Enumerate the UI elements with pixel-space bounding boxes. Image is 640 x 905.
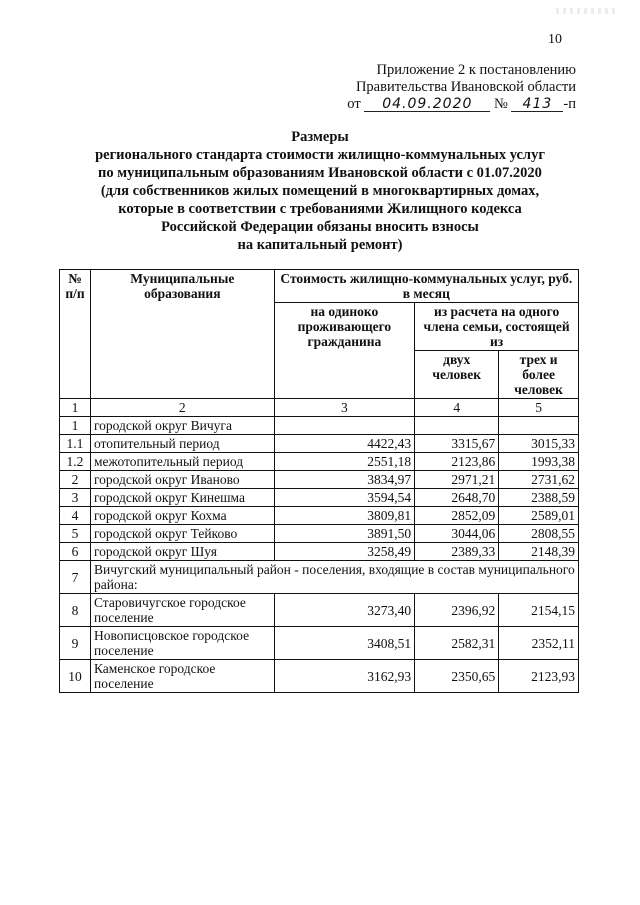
cost-two: 2350,65 — [415, 660, 499, 693]
cost-two: 3315,67 — [415, 435, 499, 453]
table-row — [60, 594, 579, 627]
table-row — [60, 660, 579, 693]
row-number: 5 — [60, 525, 91, 543]
cost-two: 2123,86 — [415, 453, 499, 471]
handwritten-date: 04.09.2020 — [364, 97, 490, 112]
header-single: на одиноко проживающего гражданина — [274, 303, 415, 399]
table-row — [60, 471, 579, 489]
index-cell: 4 — [415, 399, 499, 417]
cost-single: 3834,97 — [274, 471, 415, 489]
title-line-2: регионального стандарта стоимости жилищно-коммунальных услуг — [95, 147, 545, 163]
table-row — [60, 435, 579, 453]
cost-three-plus: 3015,33 — [499, 435, 579, 453]
table-row — [60, 627, 579, 660]
title-line-1: Размеры — [291, 129, 349, 145]
cost-three-plus: 2731,62 — [499, 471, 579, 489]
handwritten-number: 413 — [511, 97, 563, 112]
row-number: 2 — [60, 471, 91, 489]
index-cell: 2 — [90, 399, 274, 417]
row-number: 10 — [60, 660, 91, 693]
cost-single: 3891,50 — [274, 525, 415, 543]
cost-two: 2648,70 — [415, 489, 499, 507]
index-cell: 1 — [60, 399, 91, 417]
index-row — [60, 399, 579, 417]
appendix-header — [347, 62, 576, 113]
row-number: 1.2 — [60, 453, 91, 471]
cost-single: 3162,93 — [274, 660, 415, 693]
section-text: Вичугский муниципальный район - поселения, входящие в состав муниципального района: — [90, 561, 578, 594]
appendix-line-2: Правительства Ивановской области — [355, 79, 576, 95]
cost-three-plus: 2352,11 — [499, 627, 579, 660]
row-number: 1 — [60, 417, 91, 435]
row-number: 7 — [60, 561, 91, 594]
table-row — [60, 489, 579, 507]
cost-three-plus: 2808,55 — [499, 525, 579, 543]
index-cell: 3 — [274, 399, 415, 417]
cost-two: 2582,31 — [415, 627, 499, 660]
header-row-1 — [60, 270, 579, 303]
appendix-line-1: Приложение 2 к постановлению — [376, 62, 576, 78]
table-body-main — [60, 417, 579, 561]
cost-three-plus — [499, 417, 579, 435]
cost-single — [274, 417, 415, 435]
cost-two: 2389,33 — [415, 543, 499, 561]
index-cell: 5 — [499, 399, 579, 417]
page-number: 10 — [548, 32, 562, 47]
municipality-name: городской округ Иваново — [90, 471, 274, 489]
header-family: из расчета на одного члена семьи, состоящей из — [415, 303, 579, 351]
cost-three-plus: 2589,01 — [499, 507, 579, 525]
cost-single: 3258,49 — [274, 543, 415, 561]
cost-three-plus: 2148,39 — [499, 543, 579, 561]
row-number: 8 — [60, 594, 91, 627]
table-row — [60, 453, 579, 471]
document-title — [40, 128, 600, 254]
header-num: № п/п — [60, 270, 91, 399]
cost-three-plus: 2123,93 — [499, 660, 579, 693]
number-sign: № — [493, 96, 508, 112]
cost-three-plus: 2388,59 — [499, 489, 579, 507]
table-body-settlements — [60, 594, 579, 693]
municipality-name: городской округ Тейково — [90, 525, 274, 543]
header-two: двух человек — [415, 351, 499, 399]
cost-two: 3044,06 — [415, 525, 499, 543]
cost-single: 3809,81 — [274, 507, 415, 525]
cost-two — [415, 417, 499, 435]
municipality-name: городской округ Кинешма — [90, 489, 274, 507]
row-number: 4 — [60, 507, 91, 525]
cost-single: 3408,51 — [274, 627, 415, 660]
number-suffix: -п — [563, 96, 576, 112]
table-row — [60, 417, 579, 435]
cost-single: 3273,40 — [274, 594, 415, 627]
row-number: 3 — [60, 489, 91, 507]
section-row — [60, 561, 579, 594]
cost-table — [59, 269, 579, 693]
municipality-name: Новописцовское городское поселение — [90, 627, 274, 660]
municipality-name: отопительный период — [90, 435, 274, 453]
title-line-4: (для собственников жилых помещений в многоквартирных домах, — [100, 183, 540, 199]
row-number: 1.1 — [60, 435, 91, 453]
order-reference — [347, 96, 576, 113]
title-line-7: на капитальный ремонт) — [237, 237, 403, 253]
title-line-6: Российской Федерации обязаны вносить взносы — [161, 219, 479, 235]
table-row — [60, 507, 579, 525]
municipality-name: городской округ Шуя — [90, 543, 274, 561]
municipality-name: Каменское городское поселение — [90, 660, 274, 693]
header-municipality: Муниципальные образования — [90, 270, 274, 399]
table-row — [60, 543, 579, 561]
header-three-plus: трех и более человек — [499, 351, 579, 399]
header-cost: Стоимость жилищно-коммунальных услуг, руб. в месяц — [274, 270, 578, 303]
table-row — [60, 525, 579, 543]
municipality-name: межотопительный период — [90, 453, 274, 471]
cost-two: 2971,21 — [415, 471, 499, 489]
cost-two: 2852,09 — [415, 507, 499, 525]
cost-three-plus: 1993,38 — [499, 453, 579, 471]
title-line-3: по муниципальным образованиям Ивановской области с 01.07.2020 — [98, 165, 542, 181]
from-label: от — [347, 96, 361, 112]
municipality-name: городской округ Кохма — [90, 507, 274, 525]
cost-single: 2551,18 — [274, 453, 415, 471]
row-number: 9 — [60, 627, 91, 660]
municipality-name: городской округ Вичуга — [90, 417, 274, 435]
row-number: 6 — [60, 543, 91, 561]
cost-three-plus: 2154,15 — [499, 594, 579, 627]
municipality-name: Старовичугское городское поселение — [90, 594, 274, 627]
cost-single: 4422,43 — [274, 435, 415, 453]
scan-artifact — [556, 8, 616, 14]
cost-single: 3594,54 — [274, 489, 415, 507]
cost-two: 2396,92 — [415, 594, 499, 627]
title-line-5: которые в соответствии с требованиями Жилищного кодекса — [118, 201, 522, 217]
